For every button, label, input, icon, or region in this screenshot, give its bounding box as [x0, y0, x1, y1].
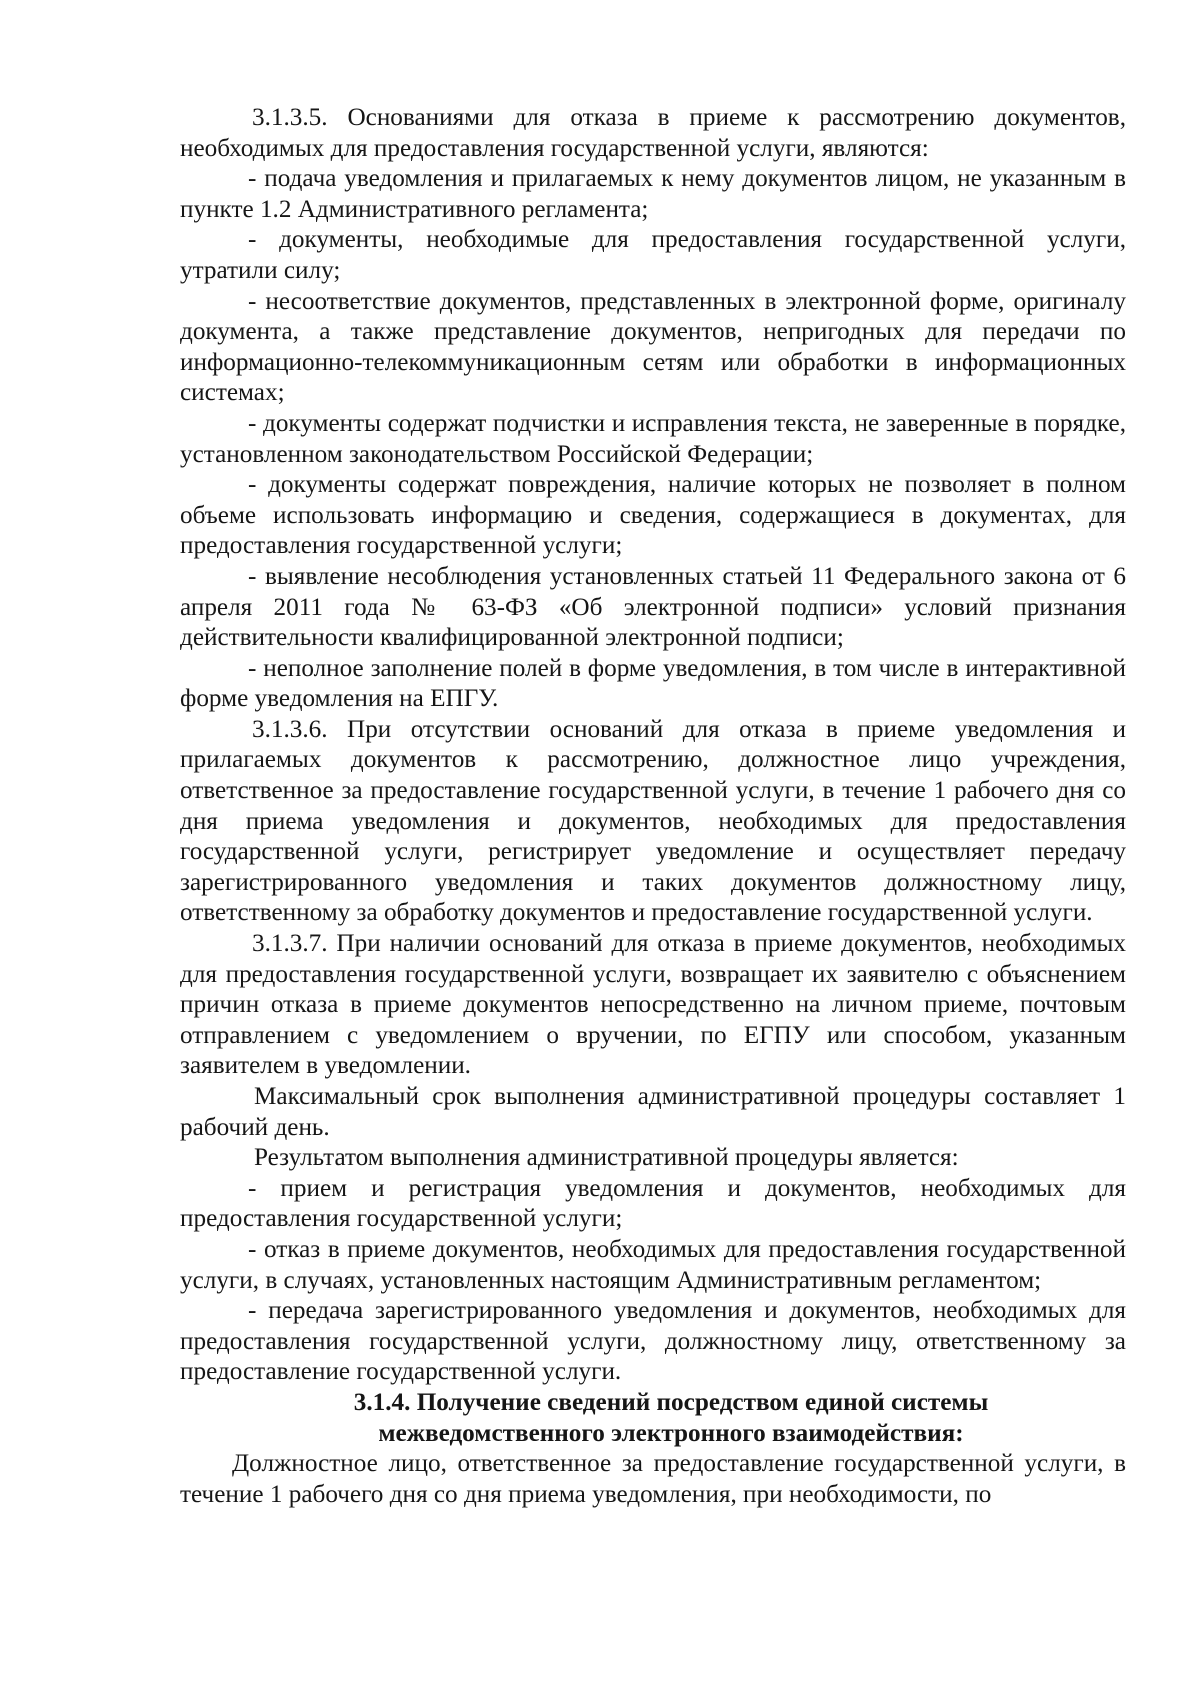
list-item: - документы, необходимые для предоставления государственной услуги, утратили силу; [180, 226, 1126, 284]
paragraph-3-1-3-6: 3.1.3.6. При отсутствии оснований для отказа в приеме уведомления и прилагаемых документов к рассмотрению, должностное лицо учреждения, ответственное за предоставление государственной услуги, в течение 1 рабочего дня со дня приема уведомления и документов, необходимых для предоставления государственной услуги, регистрирует уведомление и осуществляет передачу зарегистрированного уведомления и таких документов должностному лицу, ответственному за обработку документов и предоставление государственной услуги. [180, 715, 1126, 927]
paragraph-max-term: Максимальный срок выполнения административной процедуры составляет 1 рабочий день. [180, 1083, 1126, 1141]
list-item: - отказ в приеме документов, необходимых для предоставления государственной услуги, в случаях, установленных настоящим Административным регламентом; [180, 1235, 1126, 1294]
list-item: - прием и регистрация уведомления и документов, необходимых для предоставления государственной услуги; [180, 1174, 1126, 1233]
document-page [180, 103, 1126, 1510]
section-heading-3-1-4 [180, 1388, 1126, 1449]
list-item: - документы содержат подчистки и исправления текста, не заверенные в порядке, установленном законодательством Российской Федерации; [180, 409, 1126, 468]
list-item: - подача уведомления и прилагаемых к нему документов лицом, не указанным в пункте 1.2 Административного регламента; [180, 165, 1126, 223]
paragraph-final: Должностное лицо, ответственное за предоставление государственной услуги, в течение 1 рабочего дня со дня приема уведомления, при необходимости, по [180, 1450, 1126, 1508]
list-item: - документы содержат повреждения, наличие которых не позволяет в полном объеме использовать информацию и сведения, содержащиеся в документах, для предоставления государственной услуги; [180, 471, 1126, 560]
list-item: - несоответствие документов, представленных в электронной форме, оригиналу документа, а также представление документов, непригодных для передачи по информационно-телекоммуникационным сетям или обработки в информационных системах; [180, 287, 1126, 407]
list-item: - выявление несоблюдения установленных статьей 11 Федерального закона от 6 апреля 2011 года № 63-ФЗ «Об электронной подписи» условий признания действительности квалифицированной электронной подписи; [180, 562, 1126, 652]
heading-line-1: 3.1.4. Получение сведений посредством единой системы [353, 1388, 989, 1416]
list-item: - передача зарегистрированного уведомления и документов, необходимых для предоставления государственной услуги, должностному лицу, ответственному за предоставление государственной услуги. [180, 1297, 1126, 1386]
heading-line-2: межведомственного электронного взаимодействия: [378, 1419, 964, 1447]
paragraph-result-intro: Результатом выполнения административной процедуры является: [254, 1144, 959, 1172]
paragraph-3-1-3-7: 3.1.3.7. При наличии оснований для отказа в приеме документов, необходимых для предоставления государственной услуги, возвращает их заявителю с объяснением причин отказа в приеме документов непосредственно на личном приеме, почтовым отправлением с уведомлением о вручении, по ЕГПУ или способом, указанным заявителем в уведомлении. [180, 930, 1126, 1080]
paragraph-3-1-3-5: 3.1.3.5. Основаниями для отказа в приеме к рассмотрению документов, необходимых для предоставления государственной услуги, являются: [180, 104, 1126, 162]
list-item: - неполное заполнение полей в форме уведомления, в том числе в интерактивной форме уведомления на ЕПГУ. [180, 654, 1126, 713]
